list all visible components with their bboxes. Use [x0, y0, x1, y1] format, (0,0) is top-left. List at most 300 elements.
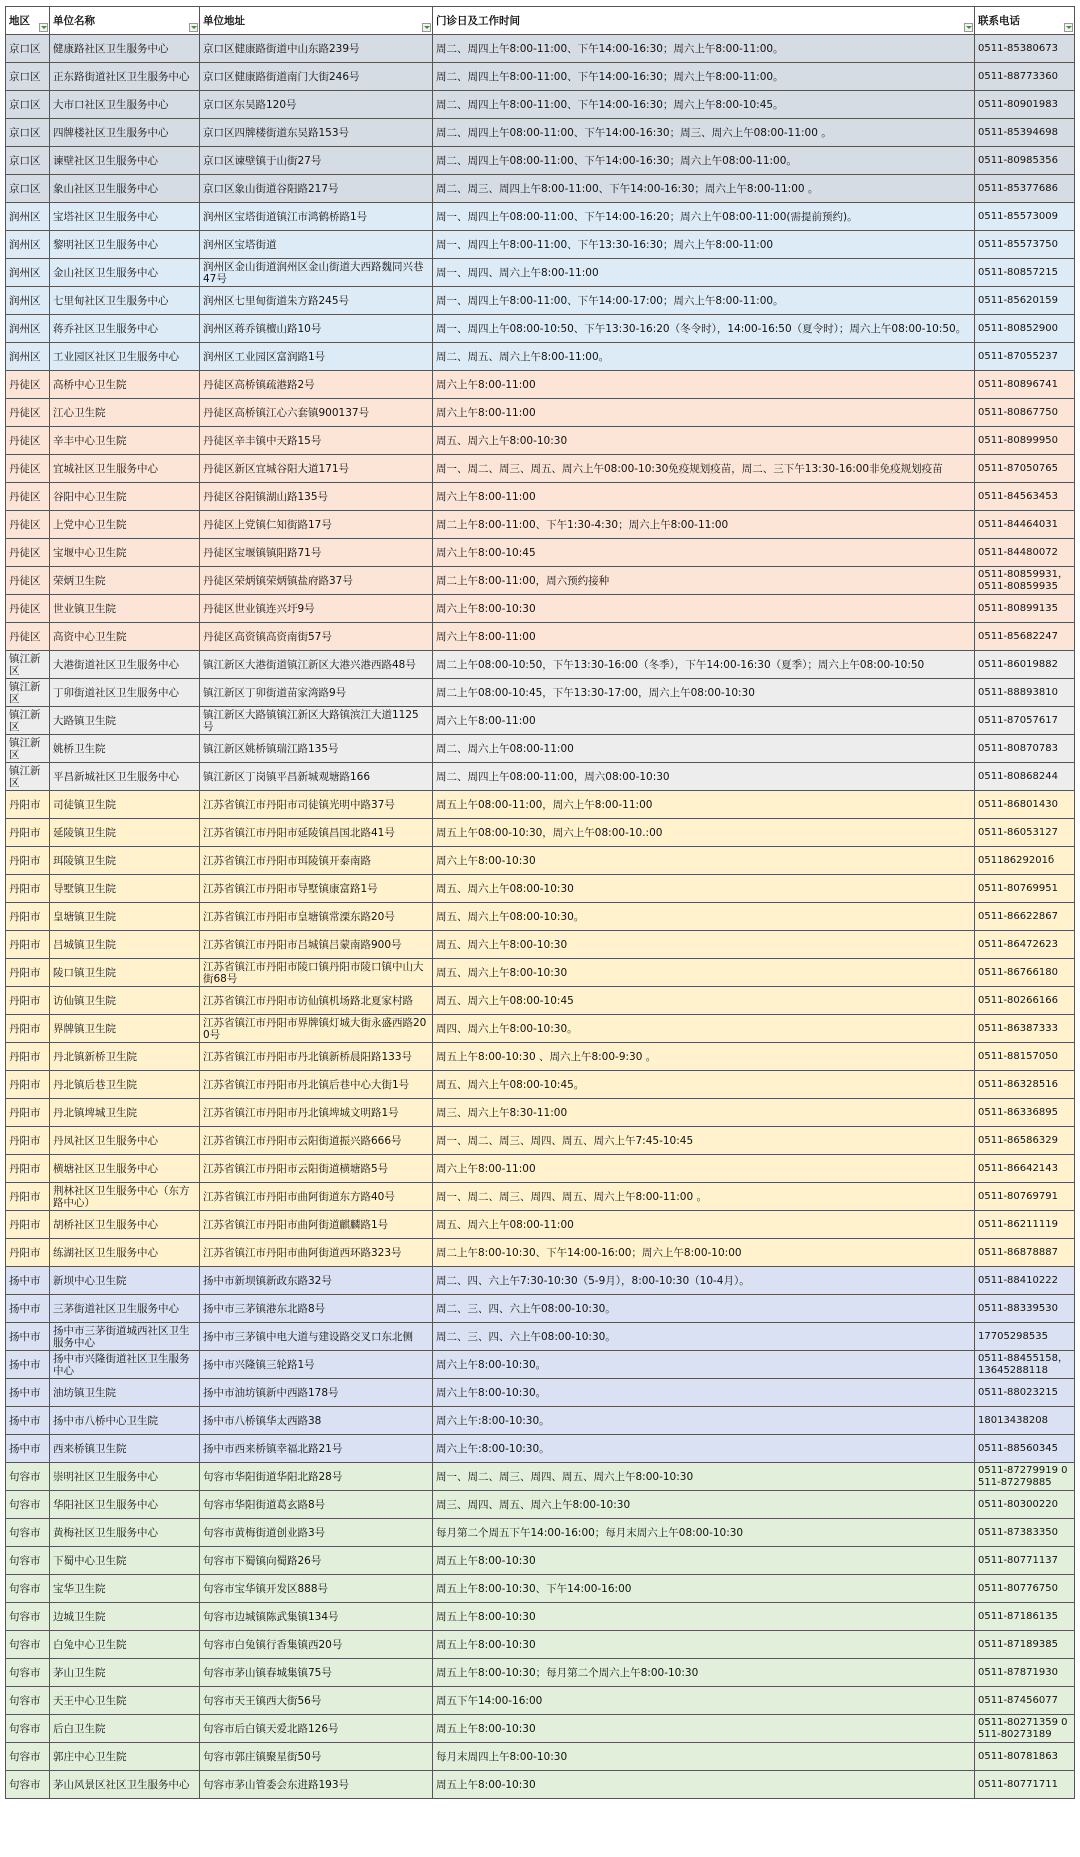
cell-address[interactable]: 润州区蒋乔镇檀山路10号: [200, 315, 433, 343]
cell-area[interactable]: 京口区: [6, 175, 50, 203]
cell-hours[interactable]: 周五、周六上午08:00-10:30。: [433, 903, 975, 931]
cell-name[interactable]: 上党中心卫生院: [50, 511, 200, 539]
cell-phone[interactable]: 0511-86211119: [975, 1211, 1075, 1239]
cell-area[interactable]: 丹徒区: [6, 595, 50, 623]
cell-hours[interactable]: 周四、周六上午8:00-10:30。: [433, 1015, 975, 1043]
cell-name[interactable]: 高资中心卫生院: [50, 623, 200, 651]
cell-phone[interactable]: 0511-87871930: [975, 1659, 1075, 1687]
cell-phone[interactable]: 0511-80867750: [975, 399, 1075, 427]
cell-phone[interactable]: 0511-86586329: [975, 1127, 1075, 1155]
cell-address[interactable]: 润州区宝塔街道镇江市鸿鹤桥路1号: [200, 203, 433, 231]
cell-address[interactable]: 句容市黄梅街道创业路3号: [200, 1519, 433, 1547]
cell-phone[interactable]: 0511-86053127: [975, 819, 1075, 847]
cell-name[interactable]: 大路镇卫生院: [50, 707, 200, 735]
cell-hours[interactable]: 周一、周四上午08:00-11:00、下午14:00-16:20；周六上午08:00-11:00(需提前预约)。: [433, 203, 975, 231]
cell-address[interactable]: 丹徒区荣炳镇荣炳镇盐府路37号: [200, 567, 433, 595]
cell-area[interactable]: 镇江新区: [6, 707, 50, 735]
cell-phone[interactable]: 0511-85620159: [975, 287, 1075, 315]
cell-name[interactable]: 丹北镇后巷卫生院: [50, 1071, 200, 1099]
cell-area[interactable]: 丹阳市: [6, 903, 50, 931]
cell-area[interactable]: 丹阳市: [6, 1071, 50, 1099]
cell-phone[interactable]: 0511-80868244: [975, 763, 1075, 791]
cell-address[interactable]: 扬中市新坝镇新政东路32号: [200, 1267, 433, 1295]
cell-area[interactable]: 镇江新区: [6, 651, 50, 679]
cell-address[interactable]: 江苏省镇江市丹阳市延陵镇昌国北路41号: [200, 819, 433, 847]
cell-area[interactable]: 丹阳市: [6, 1043, 50, 1071]
cell-area[interactable]: 润州区: [6, 315, 50, 343]
cell-hours[interactable]: 周二、四、六上午7:30-10:30（5-9月），8:00-10:30（10-4月）。: [433, 1267, 975, 1295]
cell-area[interactable]: 扬中市: [6, 1323, 50, 1351]
cell-phone[interactable]: 0511-86328516: [975, 1071, 1075, 1099]
cell-hours[interactable]: 周一、周二、周三、周四、周五、周六上午8:00-10:30: [433, 1463, 975, 1491]
cell-hours[interactable]: 周一、周二、周三、周四、周五、周六上午7:45-10:45: [433, 1127, 975, 1155]
cell-address[interactable]: 扬中市三茅镇中电大道与建设路交叉口东北侧: [200, 1323, 433, 1351]
cell-name[interactable]: 天王中心卫生院: [50, 1687, 200, 1715]
cell-hours[interactable]: 周六上午8:00-11:00: [433, 371, 975, 399]
cell-phone[interactable]: 0511-85682247: [975, 623, 1075, 651]
cell-address[interactable]: 句容市华阳街道葛玄路8号: [200, 1491, 433, 1519]
cell-name[interactable]: 郭庄中心卫生院: [50, 1743, 200, 1771]
cell-area[interactable]: 丹徒区: [6, 399, 50, 427]
cell-hours[interactable]: 周三、周六上午8:30-11:00: [433, 1099, 975, 1127]
header-hours[interactable]: [433, 7, 975, 35]
cell-name[interactable]: 陵口镇卫生院: [50, 959, 200, 987]
cell-address[interactable]: 丹徒区上党镇仁知街路17号: [200, 511, 433, 539]
cell-phone[interactable]: 0511-86336895: [975, 1099, 1075, 1127]
cell-area[interactable]: 镇江新区: [6, 679, 50, 707]
cell-address[interactable]: 江苏省镇江市丹阳市皇塘镇常溧东路20号: [200, 903, 433, 931]
cell-area[interactable]: 句容市: [6, 1463, 50, 1491]
cell-hours[interactable]: 周二上午8:00-11:00、下午1:30-4:30；周六上午8:00-11:00: [433, 511, 975, 539]
cell-phone[interactable]: 0511-86766180: [975, 959, 1075, 987]
cell-phone[interactable]: 0511-80899950: [975, 427, 1075, 455]
cell-area[interactable]: 丹阳市: [6, 931, 50, 959]
filter-dropdown-icon[interactable]: [422, 23, 431, 32]
cell-address[interactable]: 镇江新区丁岗镇平昌新城观塘路166: [200, 763, 433, 791]
cell-name[interactable]: 谷阳中心卫生院: [50, 483, 200, 511]
cell-name[interactable]: 金山社区卫生服务中心: [50, 259, 200, 287]
cell-hours[interactable]: 周六上午8:00-11:00: [433, 483, 975, 511]
cell-address[interactable]: 江苏省镇江市丹阳市丹北镇新桥晨阳路133号: [200, 1043, 433, 1071]
cell-phone[interactable]: 0511-88410222: [975, 1267, 1075, 1295]
cell-area[interactable]: 丹阳市: [6, 791, 50, 819]
cell-name[interactable]: 白兔中心卫生院: [50, 1631, 200, 1659]
cell-phone[interactable]: 0511-87057617: [975, 707, 1075, 735]
cell-name[interactable]: 三茅街道社区卫生服务中心: [50, 1295, 200, 1323]
cell-hours[interactable]: 每月末周四上午8:00-10:30: [433, 1743, 975, 1771]
cell-address[interactable]: 丹徒区高桥镇疏港路2号: [200, 371, 433, 399]
cell-area[interactable]: 丹阳市: [6, 819, 50, 847]
cell-hours[interactable]: 周二、周三、周四上午8:00-11:00、下午14:00-16:30；周六上午8:00-11:00 。: [433, 175, 975, 203]
cell-phone[interactable]: 0511-80852900: [975, 315, 1075, 343]
cell-name[interactable]: 丹北镇新桥卫生院: [50, 1043, 200, 1071]
cell-hours[interactable]: 周二上午08:00-10:50，下午13:30-16:00（冬季），下午14:00-16:30（夏季）；周六上午08:00-10:50: [433, 651, 975, 679]
cell-name[interactable]: 茅山卫生院: [50, 1659, 200, 1687]
cell-hours[interactable]: 周二上午8:00-11:00，周六预约接种: [433, 567, 975, 595]
cell-area[interactable]: 丹徒区: [6, 623, 50, 651]
cell-hours[interactable]: 周五上午8:00-10:30、下午14:00-16:00: [433, 1575, 975, 1603]
cell-area[interactable]: 丹徒区: [6, 567, 50, 595]
cell-phone[interactable]: 0511-88023215: [975, 1379, 1075, 1407]
cell-name[interactable]: 胡桥社区卫生服务中心: [50, 1211, 200, 1239]
cell-phone[interactable]: 0511-86387333: [975, 1015, 1075, 1043]
cell-address[interactable]: 镇江新区大港街道镇江新区大港兴港西路48号: [200, 651, 433, 679]
cell-name[interactable]: 大市口社区卫生服务中心: [50, 91, 200, 119]
cell-address[interactable]: 江苏省镇江市丹阳市丹北镇埤城文明路1号: [200, 1099, 433, 1127]
cell-address[interactable]: 扬中市兴隆镇三轮路1号: [200, 1351, 433, 1379]
cell-area[interactable]: 丹阳市: [6, 1015, 50, 1043]
cell-name[interactable]: 工业园区社区卫生服务中心: [50, 343, 200, 371]
cell-hours[interactable]: 周五上午8:00-10:30: [433, 1603, 975, 1631]
cell-phone[interactable]: 0511-80771137: [975, 1547, 1075, 1575]
cell-address[interactable]: 润州区工业园区富润路1号: [200, 343, 433, 371]
cell-phone[interactable]: 0511-80985356: [975, 147, 1075, 175]
cell-area[interactable]: 丹阳市: [6, 1239, 50, 1267]
cell-area[interactable]: 润州区: [6, 343, 50, 371]
cell-hours[interactable]: 周六上午:8:00-10:30。: [433, 1435, 975, 1463]
cell-name[interactable]: 西来桥镇卫生院: [50, 1435, 200, 1463]
cell-phone[interactable]: 0511-86472623: [975, 931, 1075, 959]
cell-address[interactable]: 丹徒区高资镇高资南街57号: [200, 623, 433, 651]
cell-address[interactable]: 镇江新区姚桥镇瑞江路135号: [200, 735, 433, 763]
cell-phone[interactable]: 0511-85380673: [975, 35, 1075, 63]
cell-area[interactable]: 句容市: [6, 1687, 50, 1715]
cell-name[interactable]: 宝塔社区卫生服务中心: [50, 203, 200, 231]
cell-area[interactable]: 句容市: [6, 1603, 50, 1631]
cell-area[interactable]: 丹阳市: [6, 1211, 50, 1239]
cell-hours[interactable]: 周一、周二、周三、周五、周六上午08:00-10:30免疫规划疫苗，周二、三下午13:30-16:00非免疫规划疫苗: [433, 455, 975, 483]
cell-phone[interactable]: 0511-87055237: [975, 343, 1075, 371]
cell-name[interactable]: 扬中市八桥中心卫生院: [50, 1407, 200, 1435]
cell-phone[interactable]: 0511-87050765: [975, 455, 1075, 483]
cell-hours[interactable]: 周六上午8:00-10:45: [433, 539, 975, 567]
cell-address[interactable]: 扬中市三茅镇港东北路8号: [200, 1295, 433, 1323]
cell-name[interactable]: 练湖社区卫生服务中心: [50, 1239, 200, 1267]
cell-address[interactable]: 江苏省镇江市丹阳市界牌镇灯城大街永盛西路200号: [200, 1015, 433, 1043]
cell-name[interactable]: 司徒镇卫生院: [50, 791, 200, 819]
cell-name[interactable]: 访仙镇卫生院: [50, 987, 200, 1015]
cell-area[interactable]: 润州区: [6, 287, 50, 315]
cell-area[interactable]: 扬中市: [6, 1379, 50, 1407]
cell-area[interactable]: 镇江新区: [6, 763, 50, 791]
cell-address[interactable]: 丹徒区谷阳镇湖山路135号: [200, 483, 433, 511]
cell-phone[interactable]: 0511-80857215: [975, 259, 1075, 287]
cell-address[interactable]: 句容市郭庄镇聚星街50号: [200, 1743, 433, 1771]
cell-hours[interactable]: 周二、周四上午08:00-11:00、下午14:00-16:30；周三、周六上午08:00-11:00 。: [433, 119, 975, 147]
cell-hours[interactable]: 周一、周四上午8:00-11:00、下午13:30-16:30；周六上午8:00-11:00: [433, 231, 975, 259]
cell-address[interactable]: 润州区金山街道润州区金山街道大西路魏同兴巷47号: [200, 259, 433, 287]
cell-phone[interactable]: 0511-84563453: [975, 483, 1075, 511]
cell-phone[interactable]: 0511-80769951: [975, 875, 1075, 903]
cell-name[interactable]: 江心卫生院: [50, 399, 200, 427]
cell-hours[interactable]: 周二、周四上午8:00-11:00、下午14:00-16:30；周六上午8:00-10:45。: [433, 91, 975, 119]
cell-phone[interactable]: 0511-88560345: [975, 1435, 1075, 1463]
cell-address[interactable]: 扬中市八桥镇华太西路38: [200, 1407, 433, 1435]
cell-hours[interactable]: 周二、三、四、六上午08:00-10:30。: [433, 1295, 975, 1323]
cell-phone[interactable]: 0511-86878887: [975, 1239, 1075, 1267]
cell-phone[interactable]: 0511-85573750: [975, 231, 1075, 259]
cell-hours[interactable]: 周二、周四上午08:00-11:00，周六08:00-10:30: [433, 763, 975, 791]
cell-area[interactable]: 句容市: [6, 1631, 50, 1659]
cell-area[interactable]: 扬中市: [6, 1435, 50, 1463]
cell-name[interactable]: 七里甸社区卫生服务中心: [50, 287, 200, 315]
cell-address[interactable]: 句容市白兔镇行香集镇西20号: [200, 1631, 433, 1659]
header-name[interactable]: [50, 7, 200, 35]
cell-address[interactable]: 京口区象山街道谷阳路217号: [200, 175, 433, 203]
header-address[interactable]: [200, 7, 433, 35]
cell-address[interactable]: 江苏省镇江市丹阳市曲阿街道麒麟路1号: [200, 1211, 433, 1239]
cell-address[interactable]: 句容市茅山镇春城集镇75号: [200, 1659, 433, 1687]
cell-name[interactable]: 黄梅社区卫生服务中心: [50, 1519, 200, 1547]
cell-phone[interactable]: 0511-84480072: [975, 539, 1075, 567]
cell-hours[interactable]: 周一、周四、周六上午8:00-11:00: [433, 259, 975, 287]
cell-hours[interactable]: 周二、周四上午08:00-11:00、下午14:00-16:30；周六上午08:00-11:00。: [433, 147, 975, 175]
cell-phone[interactable]: 0511-80896741: [975, 371, 1075, 399]
cell-area[interactable]: 句容市: [6, 1491, 50, 1519]
cell-area[interactable]: 丹徒区: [6, 427, 50, 455]
cell-area[interactable]: 扬中市: [6, 1407, 50, 1435]
cell-address[interactable]: 句容市下蜀镇向蜀路26号: [200, 1547, 433, 1575]
cell-area[interactable]: 句容市: [6, 1519, 50, 1547]
cell-address[interactable]: 扬中市西来桥镇幸福北路21号: [200, 1435, 433, 1463]
cell-hours[interactable]: 周一、周四上午08:00-10:50、下午13:30-16:20（冬令时），14:00-16:50（夏令时）；周六上午08:00-10:50。: [433, 315, 975, 343]
cell-name[interactable]: 吕城镇卫生院: [50, 931, 200, 959]
cell-area[interactable]: 丹阳市: [6, 875, 50, 903]
cell-hours[interactable]: 周六上午8:00-11:00: [433, 623, 975, 651]
cell-phone[interactable]: 0511-85573009: [975, 203, 1075, 231]
header-area[interactable]: [6, 7, 50, 35]
cell-address[interactable]: 江苏省镇江市丹阳市云阳街道振兴路666号: [200, 1127, 433, 1155]
filter-dropdown-icon[interactable]: [1064, 23, 1073, 32]
cell-phone[interactable]: 05118629201б: [975, 847, 1075, 875]
cell-address[interactable]: 丹徒区辛丰镇中天路15号: [200, 427, 433, 455]
cell-phone[interactable]: 0511-80771711: [975, 1771, 1075, 1799]
cell-name[interactable]: 下蜀中心卫生院: [50, 1547, 200, 1575]
cell-name[interactable]: 导墅镇卫生院: [50, 875, 200, 903]
cell-address[interactable]: 京口区健康路街道南门大街246号: [200, 63, 433, 91]
cell-hours[interactable]: 周五、周六上午8:00-10:30: [433, 427, 975, 455]
cell-area[interactable]: 丹阳市: [6, 987, 50, 1015]
cell-address[interactable]: 句容市茅山管委会东进路193号: [200, 1771, 433, 1799]
cell-area[interactable]: 丹阳市: [6, 847, 50, 875]
cell-phone[interactable]: 0511-80781863: [975, 1743, 1075, 1771]
cell-area[interactable]: 句容市: [6, 1547, 50, 1575]
cell-name[interactable]: 后白卫生院: [50, 1715, 200, 1743]
cell-name[interactable]: 扬中市三茅街道城西社区卫生服务中心: [50, 1323, 200, 1351]
cell-phone[interactable]: 0511-85394698: [975, 119, 1075, 147]
cell-name[interactable]: 大港街道社区卫生服务中心: [50, 651, 200, 679]
cell-area[interactable]: 丹阳市: [6, 959, 50, 987]
cell-address[interactable]: 句容市华阳街道华阳北路28号: [200, 1463, 433, 1491]
cell-hours[interactable]: 周五、周六上午08:00-10:45: [433, 987, 975, 1015]
filter-dropdown-icon[interactable]: [39, 23, 48, 32]
cell-address[interactable]: 扬中市油坊镇新中西路178号: [200, 1379, 433, 1407]
cell-area[interactable]: 丹阳市: [6, 1099, 50, 1127]
filter-dropdown-icon[interactable]: [189, 23, 198, 32]
cell-name[interactable]: 象山社区卫生服务中心: [50, 175, 200, 203]
cell-phone[interactable]: 0511-87456077: [975, 1687, 1075, 1715]
cell-area[interactable]: 句容市: [6, 1659, 50, 1687]
cell-address[interactable]: 江苏省镇江市丹阳市访仙镇机场路北夏家村路: [200, 987, 433, 1015]
header-phone[interactable]: [975, 7, 1075, 35]
cell-name[interactable]: 皇塘镇卫生院: [50, 903, 200, 931]
cell-phone[interactable]: 0511-80300220: [975, 1491, 1075, 1519]
cell-address[interactable]: 京口区谏壁镇于山街27号: [200, 147, 433, 175]
cell-name[interactable]: 宝堰中心卫生院: [50, 539, 200, 567]
cell-hours[interactable]: 周一、周二、周三、周四、周五、周六上午8:00-11:00 。: [433, 1183, 975, 1211]
cell-address[interactable]: 江苏省镇江市丹阳市曲阿街道西环路323号: [200, 1239, 433, 1267]
cell-area[interactable]: 丹徒区: [6, 483, 50, 511]
cell-hours[interactable]: 周五、周六上午8:00-10:30: [433, 959, 975, 987]
cell-hours[interactable]: 周五、周六上午08:00-10:30: [433, 875, 975, 903]
cell-hours[interactable]: 周五上午8:00-10:30 、周六上午8:00-9:30 。: [433, 1043, 975, 1071]
cell-hours[interactable]: 周六上午8:00-10:30。: [433, 1351, 975, 1379]
cell-area[interactable]: 扬中市: [6, 1295, 50, 1323]
cell-address[interactable]: 江苏省镇江市丹阳市导墅镇康富路1号: [200, 875, 433, 903]
cell-area[interactable]: 润州区: [6, 231, 50, 259]
filter-dropdown-icon[interactable]: [964, 23, 973, 32]
cell-hours[interactable]: 周五、周六上午08:00-10:45。: [433, 1071, 975, 1099]
cell-address[interactable]: 镇江新区丁卯街道苗家湾路9号: [200, 679, 433, 707]
cell-hours[interactable]: 周五上午08:00-11:00，周六上午8:00-11:00: [433, 791, 975, 819]
cell-name[interactable]: 丹北镇埤城卫生院: [50, 1099, 200, 1127]
cell-hours[interactable]: 周二上午8:00-10:30、下午14:00-16:00；周六上午8:00-10:00: [433, 1239, 975, 1267]
cell-hours[interactable]: 周六上午8:00-11:00: [433, 707, 975, 735]
cell-phone[interactable]: 0511-88455158，13645288118: [975, 1351, 1075, 1379]
cell-name[interactable]: 宜城社区卫生服务中心: [50, 455, 200, 483]
cell-area[interactable]: 丹徒区: [6, 371, 50, 399]
cell-name[interactable]: 平昌新城社区卫生服务中心: [50, 763, 200, 791]
cell-hours[interactable]: 周六上午:8:00-10:30。: [433, 1407, 975, 1435]
cell-phone[interactable]: 0511-85377686: [975, 175, 1075, 203]
cell-phone[interactable]: 0511-80776750: [975, 1575, 1075, 1603]
cell-name[interactable]: 黎明社区卫生服务中心: [50, 231, 200, 259]
cell-address[interactable]: 润州区宝塔街道: [200, 231, 433, 259]
cell-address[interactable]: 江苏省镇江市丹阳市珥陵镇开泰南路: [200, 847, 433, 875]
cell-phone[interactable]: 0511-87189385: [975, 1631, 1075, 1659]
cell-name[interactable]: 新坝中心卫生院: [50, 1267, 200, 1295]
cell-area[interactable]: 京口区: [6, 63, 50, 91]
cell-hours[interactable]: 周二、周四上午8:00-11:00、下午14:00-16:30；周六上午8:00-11:00。: [433, 63, 975, 91]
cell-phone[interactable]: 0511-88773360: [975, 63, 1075, 91]
cell-name[interactable]: 蒋乔社区卫生服务中心: [50, 315, 200, 343]
cell-address[interactable]: 句容市宝华镇开发区888号: [200, 1575, 433, 1603]
cell-hours[interactable]: 周二、周四上午8:00-11:00、下午14:00-16:30；周六上午8:00-11:00。: [433, 35, 975, 63]
cell-address[interactable]: 镇江新区大路镇镇江新区大路镇滨江大道1125号: [200, 707, 433, 735]
cell-name[interactable]: 宝华卫生院: [50, 1575, 200, 1603]
cell-address[interactable]: 江苏省镇江市丹阳市丹北镇后巷中心大街1号: [200, 1071, 433, 1099]
cell-hours[interactable]: 周六上午8:00-11:00: [433, 1155, 975, 1183]
cell-area[interactable]: 扬中市: [6, 1267, 50, 1295]
cell-phone[interactable]: 17705298535: [975, 1323, 1075, 1351]
cell-hours[interactable]: 周六上午8:00-10:30: [433, 847, 975, 875]
cell-phone[interactable]: 0511-80769791: [975, 1183, 1075, 1211]
cell-name[interactable]: 世业镇卫生院: [50, 595, 200, 623]
cell-area[interactable]: 京口区: [6, 91, 50, 119]
cell-hours[interactable]: 周五上午8:00-10:30: [433, 1631, 975, 1659]
cell-address[interactable]: 丹徒区宝堰镇镇阳路71号: [200, 539, 433, 567]
cell-address[interactable]: 润州区七里甸街道朱方路245号: [200, 287, 433, 315]
cell-address[interactable]: 丹徒区高桥镇江心六套镇900137号: [200, 399, 433, 427]
cell-area[interactable]: 京口区: [6, 35, 50, 63]
cell-address[interactable]: 句容市天王镇西大街56号: [200, 1687, 433, 1715]
cell-name[interactable]: 辛丰中心卫生院: [50, 427, 200, 455]
cell-hours[interactable]: 周五上午8:00-10:30: [433, 1771, 975, 1799]
cell-hours[interactable]: 周五下午14:00-16:00: [433, 1687, 975, 1715]
cell-hours[interactable]: 周六上午8:00-10:30: [433, 595, 975, 623]
cell-address[interactable]: 丹徒区新区宜城谷阳大道171号: [200, 455, 433, 483]
cell-hours[interactable]: 周六上午8:00-10:30。: [433, 1379, 975, 1407]
cell-address[interactable]: 京口区四牌楼街道东吴路153号: [200, 119, 433, 147]
cell-phone[interactable]: 0511-80859931，0511-80859935: [975, 567, 1075, 595]
cell-hours[interactable]: 周五、周六上午8:00-10:30: [433, 931, 975, 959]
cell-area[interactable]: 丹徒区: [6, 455, 50, 483]
cell-name[interactable]: 油坊镇卫生院: [50, 1379, 200, 1407]
cell-phone[interactable]: 0511-86622867: [975, 903, 1075, 931]
cell-hours[interactable]: 周六上午8:00-11:00: [433, 399, 975, 427]
cell-hours[interactable]: 周五上午8:00-10:30；每月第二个周六上午8:00-10:30: [433, 1659, 975, 1687]
cell-area[interactable]: 润州区: [6, 203, 50, 231]
cell-hours[interactable]: 周三、周四、周五、周六上午8:00-10:30: [433, 1491, 975, 1519]
cell-name[interactable]: 荆林社区卫生服务中心（东方路中心）: [50, 1183, 200, 1211]
cell-name[interactable]: 荣炳卫生院: [50, 567, 200, 595]
cell-name[interactable]: 界牌镇卫生院: [50, 1015, 200, 1043]
cell-name[interactable]: 华阳社区卫生服务中心: [50, 1491, 200, 1519]
cell-phone[interactable]: 0511-80901983: [975, 91, 1075, 119]
cell-phone[interactable]: 0511-88339530: [975, 1295, 1075, 1323]
cell-phone[interactable]: 0511-88157050: [975, 1043, 1075, 1071]
cell-address[interactable]: 江苏省镇江市丹阳市云阳街道横塘路5号: [200, 1155, 433, 1183]
cell-name[interactable]: 丹凤社区卫生服务中心: [50, 1127, 200, 1155]
cell-area[interactable]: 丹徒区: [6, 539, 50, 567]
cell-hours[interactable]: 周五上午8:00-10:30: [433, 1715, 975, 1743]
cell-phone[interactable]: 0511-86801430: [975, 791, 1075, 819]
cell-phone[interactable]: 0511-86642143: [975, 1155, 1075, 1183]
cell-area[interactable]: 扬中市: [6, 1351, 50, 1379]
cell-name[interactable]: 边城卫生院: [50, 1603, 200, 1631]
cell-name[interactable]: 谏壁社区卫生服务中心: [50, 147, 200, 175]
cell-address[interactable]: 京口区健康路街道中山东路239号: [200, 35, 433, 63]
cell-name[interactable]: 姚桥卫生院: [50, 735, 200, 763]
cell-phone[interactable]: 0511-80266166: [975, 987, 1075, 1015]
cell-name[interactable]: 延陵镇卫生院: [50, 819, 200, 847]
cell-address[interactable]: 江苏省镇江市丹阳市司徒镇光明中路37号: [200, 791, 433, 819]
cell-area[interactable]: 丹阳市: [6, 1183, 50, 1211]
cell-hours[interactable]: 每月第二个周五下午14:00-16:00；每月末周六上午08:00-10:30: [433, 1519, 975, 1547]
cell-name[interactable]: 茅山风景区社区卫生服务中心: [50, 1771, 200, 1799]
cell-address[interactable]: 京口区东吴路120号: [200, 91, 433, 119]
cell-area[interactable]: 京口区: [6, 119, 50, 147]
cell-hours[interactable]: 周二、周五、周六上午8:00-11:00。: [433, 343, 975, 371]
cell-name[interactable]: 正东路街道社区卫生服务中心: [50, 63, 200, 91]
cell-name[interactable]: 横塘社区卫生服务中心: [50, 1155, 200, 1183]
cell-area[interactable]: 句容市: [6, 1743, 50, 1771]
cell-address[interactable]: 江苏省镇江市丹阳市曲阿街道东方路40号: [200, 1183, 433, 1211]
cell-hours[interactable]: 周二上午08:00-10:45，下午13:30-17:00，周六上午08:00-10:30: [433, 679, 975, 707]
cell-hours[interactable]: 周五、周六上午08:00-11:00: [433, 1211, 975, 1239]
cell-address[interactable]: 江苏省镇江市丹阳市吕城镇吕蒙南路900号: [200, 931, 433, 959]
cell-phone[interactable]: 0511-87383350: [975, 1519, 1075, 1547]
cell-address[interactable]: 句容市后白镇天爱北路126号: [200, 1715, 433, 1743]
cell-name[interactable]: 四牌楼社区卫生服务中心: [50, 119, 200, 147]
cell-name[interactable]: 健康路社区卫生服务中心: [50, 35, 200, 63]
cell-hours[interactable]: 周五上午8:00-10:30: [433, 1547, 975, 1575]
cell-area[interactable]: 句容市: [6, 1771, 50, 1799]
cell-phone[interactable]: 0511-86019882: [975, 651, 1075, 679]
cell-area[interactable]: 丹阳市: [6, 1127, 50, 1155]
cell-area[interactable]: 丹阳市: [6, 1155, 50, 1183]
cell-phone[interactable]: 0511-80899135: [975, 595, 1075, 623]
